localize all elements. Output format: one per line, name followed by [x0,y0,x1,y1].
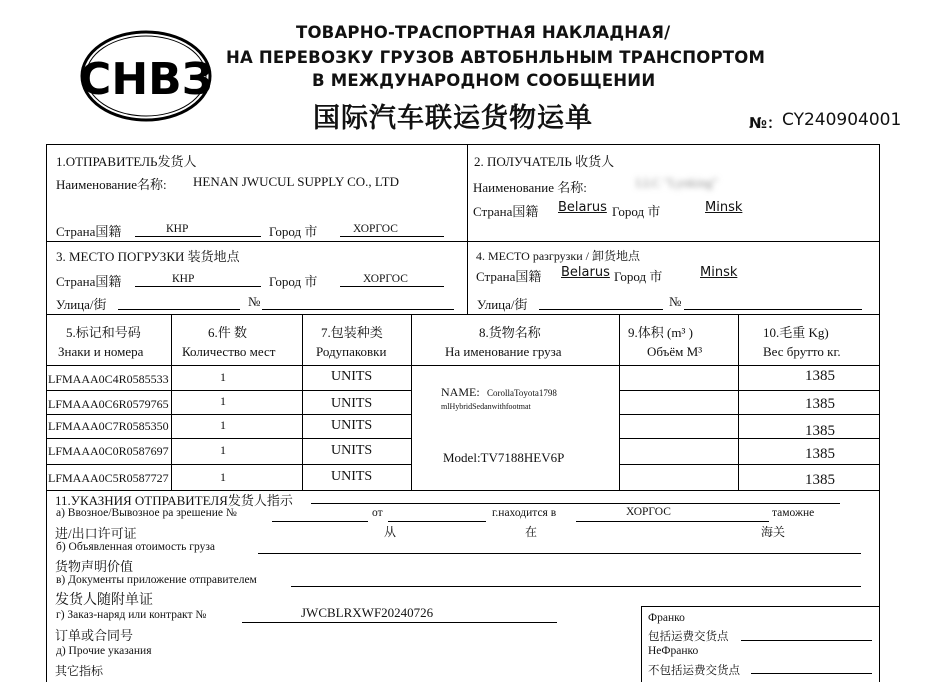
logo-text: СНВЗ [80,54,212,105]
contract-cn: 订单或合同号 [55,629,134,644]
unloading-country: Belarus [561,265,610,280]
waybill-number: CY240904001 [782,110,902,130]
row-quantity: 1 [220,394,226,408]
unloading-no-label: № [669,294,682,309]
row-packaging: UNITS [331,369,373,384]
receiver-country-label: Страна国籍 [473,204,539,219]
instructions-heading: 11.УКАЗНИЯ ОТПРАВИТЕЛЯ发货人指示 [55,493,293,508]
other-instructions-cn: 其它指标 [55,664,104,678]
title-line-2: НА ПЕРЕВОЗКУ ГРУЗОВ АВТОБНЛЬНЫМ ТРАНСПОРТОМ [226,48,766,67]
import-permit-text: а) Ввозное/Вывозное ра зрешение № [56,507,237,519]
goods-name-line1: CorollaToyota1798 [487,388,557,398]
title-line-3: В МЕЖДУНАРОДНОМ СООБЩЕНИИ [312,71,656,90]
receiver-name-label: Наименование 名称: [473,180,587,195]
documents-text: в) Документы приложение отправителем [56,574,257,586]
title-line-1: ТОВАРНО-ТРАСПОРТНАЯ НАКЛАДНАЯ/ [296,23,671,42]
import-permit-cn-customs: 海关 [761,525,786,539]
unloading-street-label: Улица/街 [477,297,528,312]
unloading-city: Minsk [700,265,738,280]
row-packaging: UNITS [331,469,373,484]
row-weight: 1385 [805,446,835,462]
row-weight: 1385 [805,423,835,439]
unloading-country-label: Страна国籍 [476,269,542,284]
customs-city: ХОРГОС [626,506,671,518]
import-permit-customs: таможне [772,507,815,519]
documents-cn: 发货人随附单证 [55,592,153,608]
row-quantity: 1 [220,470,226,484]
row-packaging: UNITS [331,443,373,458]
row-marks: LFMAAA0C5R0587727 [48,471,169,485]
receiver-city-label: Город 市 [612,204,661,219]
row-marks: LFMAAA0C4R0585533 [48,372,169,386]
row-weight: 1385 [805,396,835,412]
import-permit-located: г.находится в [492,507,557,519]
loading-no-label: № [248,294,261,309]
contract-number: JWCBLRXWF20240726 [301,605,434,620]
loading-street-label: Улица/街 [56,297,107,312]
franco-label: Франко [648,612,685,624]
row-quantity: 1 [220,418,226,432]
other-instructions-text: д) Прочие указания [56,645,152,657]
title-cn: 国际汽车联运货物运单 [313,103,593,134]
sender-country-label: Страна国籍 [56,224,122,239]
row-marks: LFMAAA0C0R0587697 [48,444,169,458]
receiver-country: Belarus [558,200,607,215]
unloading-city-label: Город 市 [614,269,663,284]
import-permit-cn-from: 从 [384,525,397,539]
receiver-city: Minsk [705,200,743,215]
loading-country-label: Страна国籍 [56,274,122,289]
row-packaging: UNITS [331,396,373,411]
nefranco-label: НеФранко [648,645,699,657]
logo [80,30,212,122]
import-permit-cn-in: 在 [525,525,538,539]
goods-name-label: NAME: [441,385,480,399]
goods-name-line2: mlHybridSedanwithfootmat [441,402,531,411]
receiver-heading: 2. ПОЛУЧАТЕЛЬ 收货人 [474,154,615,169]
row-marks: LFMAAA0C6R0579765 [48,397,169,411]
sender-name-label: Наименование名称: [56,177,167,192]
row-marks: LFMAAA0C7R0585350 [48,419,169,433]
sender-country: КНР [166,223,189,235]
contract-text: г) Заказ-наряд или контракт № [56,609,207,621]
declared-value-cn: 货物声明价值 [55,559,134,574]
declared-value-text: б) Объявленная отоимость груза [56,541,216,553]
waybill-number-label: №： [749,114,783,132]
row-weight: 1385 [805,368,835,384]
sender-city-label: Город 市 [269,224,318,239]
receiver-name: LLC "Lynking" [636,175,718,190]
loading-city-label: Город 市 [269,274,318,289]
loading-country: КНР [172,273,195,285]
goods-model: Model:TV7188HEV6P [443,450,565,465]
sender-city: ХОРГОС [353,223,398,235]
sender-name: HENAN JWUCUL SUPPLY CO., LTD [193,174,399,189]
sender-heading: 1.ОТПРАВИТЕЛЬ发货人 [56,154,197,169]
row-weight: 1385 [805,472,835,488]
loading-heading: 3. МЕСТО ПОГРУЗКИ 装货地点 [56,249,240,264]
loading-city: ХОРГОС [363,273,408,285]
franco-cn: 包括运费交货点 [648,631,729,643]
row-quantity: 1 [220,370,226,384]
row-quantity: 1 [220,443,226,457]
nefranco-cn: 不包括运费交货点 [648,665,740,677]
unloading-heading: 4. МЕСТО разгрузки / 卸货地点 [476,249,640,263]
row-packaging: UNITS [331,418,373,433]
import-permit-cn: 进/出口许可证 [55,526,137,541]
import-permit-from: от [372,507,383,519]
